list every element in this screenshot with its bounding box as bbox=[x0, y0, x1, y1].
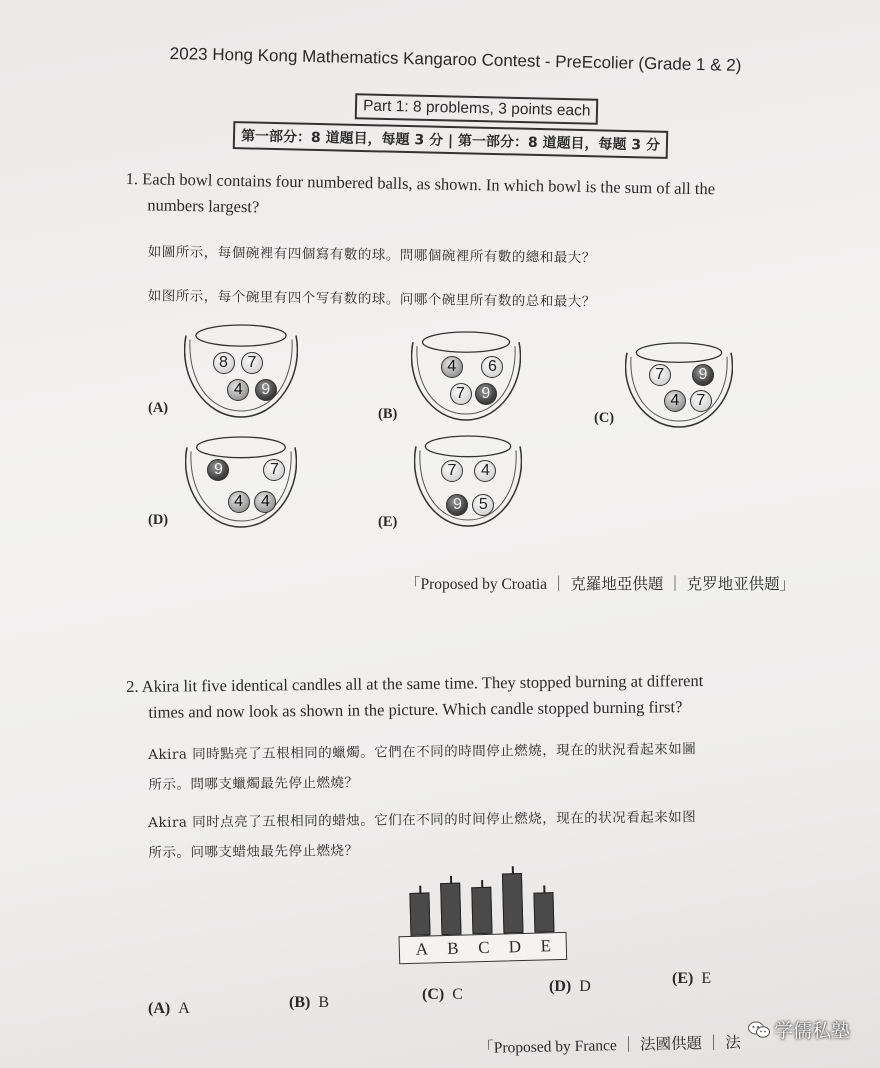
question-2-chinese-traditional bbox=[148, 734, 697, 800]
option-value: E bbox=[701, 970, 712, 987]
bowl-outline bbox=[184, 323, 298, 419]
numbered-ball: 9 bbox=[207, 459, 229, 481]
part-heading-en: Part 1: 8 problems, 3 points each bbox=[355, 93, 599, 125]
question-text-line1: Each bowl contains four numbered balls, as shown. In which bowl is the sum of all the bbox=[142, 169, 716, 199]
numbered-ball: 6 bbox=[481, 356, 503, 378]
candle-wick bbox=[450, 876, 452, 884]
numbered-ball: 9 bbox=[255, 379, 277, 401]
candle-d bbox=[502, 873, 524, 934]
option-d[interactable] bbox=[549, 978, 591, 996]
question-text-line1: Akira lit five identical candles all at the same time. They stopped burning at different bbox=[141, 670, 704, 696]
option-label-e: (E) bbox=[378, 514, 398, 530]
numbered-ball: 5 bbox=[472, 494, 494, 516]
option-a[interactable] bbox=[148, 1000, 190, 1018]
candle-wick bbox=[419, 886, 421, 894]
question-1-chinese-simplified: 如图所示，每个碗里有四个写有数的球。问哪个碗里所有数的总和最大？ bbox=[147, 287, 596, 311]
numbered-ball: 7 bbox=[241, 352, 263, 374]
candle-letter: D bbox=[508, 937, 522, 957]
bowl-a[interactable] bbox=[184, 323, 298, 419]
option-value: C bbox=[452, 986, 463, 1003]
numbered-ball: 9 bbox=[446, 494, 468, 516]
question-2-chinese-simplified bbox=[148, 802, 697, 868]
option-label: (B) bbox=[289, 994, 311, 1011]
cn-trad-line1: Akira 同時點亮了五根相同的蠟燭。它們在不同的時間停止燃燒，現在的狀況看起來如圖 bbox=[148, 741, 697, 763]
cn-simp-line2: 所示。问哪支蜡烛最先停止燃烧？ bbox=[148, 842, 359, 861]
option-label-c: (C) bbox=[594, 410, 615, 426]
bowl-d[interactable] bbox=[185, 435, 297, 529]
numbered-ball: 4 bbox=[228, 491, 250, 513]
numbered-ball: 7 bbox=[649, 364, 671, 386]
cn-simp-line1: Akira 同时点亮了五根相同的蜡烛。它们在不同的时间停止燃烧，现在的状况看起来如图 bbox=[148, 809, 697, 831]
candle-c bbox=[471, 886, 492, 934]
candle-a bbox=[409, 893, 430, 936]
option-value: A bbox=[178, 1000, 190, 1017]
candles-figure bbox=[397, 860, 572, 970]
candle-e bbox=[533, 893, 554, 933]
option-label: (D) bbox=[549, 978, 572, 995]
bowl-e[interactable] bbox=[414, 434, 522, 528]
wechat-icon bbox=[748, 1021, 770, 1039]
bowl-outline bbox=[625, 341, 733, 429]
numbered-ball: 9 bbox=[692, 364, 714, 386]
option-label-a: (A) bbox=[148, 400, 169, 416]
candle-letter: B bbox=[446, 938, 459, 958]
option-label: (E) bbox=[672, 970, 694, 987]
watermark-text: 学儒私塾 bbox=[773, 1020, 850, 1042]
option-label: (C) bbox=[422, 986, 445, 1003]
option-label-b: (B) bbox=[378, 406, 398, 422]
bowl-b[interactable] bbox=[411, 330, 521, 422]
question-number: 2. bbox=[126, 676, 139, 696]
bowl-outline bbox=[411, 330, 521, 422]
numbered-ball: 7 bbox=[441, 460, 463, 482]
numbered-ball: 4 bbox=[474, 460, 496, 482]
numbered-ball: 7 bbox=[450, 383, 472, 405]
numbered-ball: 4 bbox=[254, 491, 276, 513]
option-value: D bbox=[579, 978, 591, 995]
candle-letter: A bbox=[415, 939, 429, 959]
part-heading-cn: 第一部分：8 道題目，每題 3 分 | 第一部分：8 道题目，每题 3 分 bbox=[233, 121, 669, 159]
numbered-ball: 4 bbox=[227, 379, 249, 401]
question-number: 1. bbox=[125, 168, 139, 189]
question-2 bbox=[126, 668, 704, 726]
option-e[interactable] bbox=[672, 970, 711, 988]
numbered-ball: 8 bbox=[213, 352, 235, 374]
candle-row bbox=[409, 862, 561, 936]
candle-base bbox=[399, 932, 568, 964]
numbered-ball: 7 bbox=[263, 459, 285, 481]
numbered-ball: 4 bbox=[664, 390, 686, 412]
bowl-outline bbox=[185, 435, 297, 529]
candle-wick bbox=[481, 880, 483, 888]
proposed-by-croatia: 「Proposed by Croatia ｜ 克羅地亞供題 ｜ 克罗地亚供题」 bbox=[405, 576, 796, 593]
watermark bbox=[748, 1016, 850, 1043]
candle-letters bbox=[412, 935, 563, 961]
page-title: 2023 Hong Kong Mathematics Kangaroo Contest - PreEcolier (Grade 1 & 2) bbox=[169, 44, 742, 75]
question-1-chinese-traditional: 如圖所示，每個碗裡有四個寫有數的球。問哪個碗裡所有數的總和最大？ bbox=[147, 243, 596, 267]
question-text-line2: numbers largest? bbox=[147, 195, 260, 217]
numbered-ball: 7 bbox=[690, 390, 712, 412]
option-value: B bbox=[318, 994, 329, 1011]
numbered-ball: 4 bbox=[441, 356, 463, 378]
candle-b bbox=[440, 882, 461, 935]
option-c[interactable] bbox=[422, 986, 463, 1004]
candle-wick bbox=[543, 886, 545, 894]
question-text-line2: times and now look as shown in the picture. Which candle stopped burning first? bbox=[148, 697, 683, 722]
option-b[interactable] bbox=[289, 994, 329, 1012]
candle-letter: C bbox=[477, 937, 490, 958]
proposed-by-france: 「Proposed by France ｜ 法國供題 ｜ 法 bbox=[478, 1034, 742, 1057]
option-label: (A) bbox=[148, 1000, 171, 1017]
candle-letter: E bbox=[540, 936, 552, 956]
option-label-d: (D) bbox=[148, 512, 169, 528]
bowl-c[interactable] bbox=[625, 341, 733, 429]
question-1 bbox=[125, 166, 715, 228]
bowl-outline bbox=[414, 434, 522, 528]
numbered-ball: 9 bbox=[475, 383, 497, 405]
cn-trad-line2: 所示。問哪支蠟燭最先停止燃燒？ bbox=[148, 774, 359, 793]
candle-wick bbox=[512, 866, 514, 874]
